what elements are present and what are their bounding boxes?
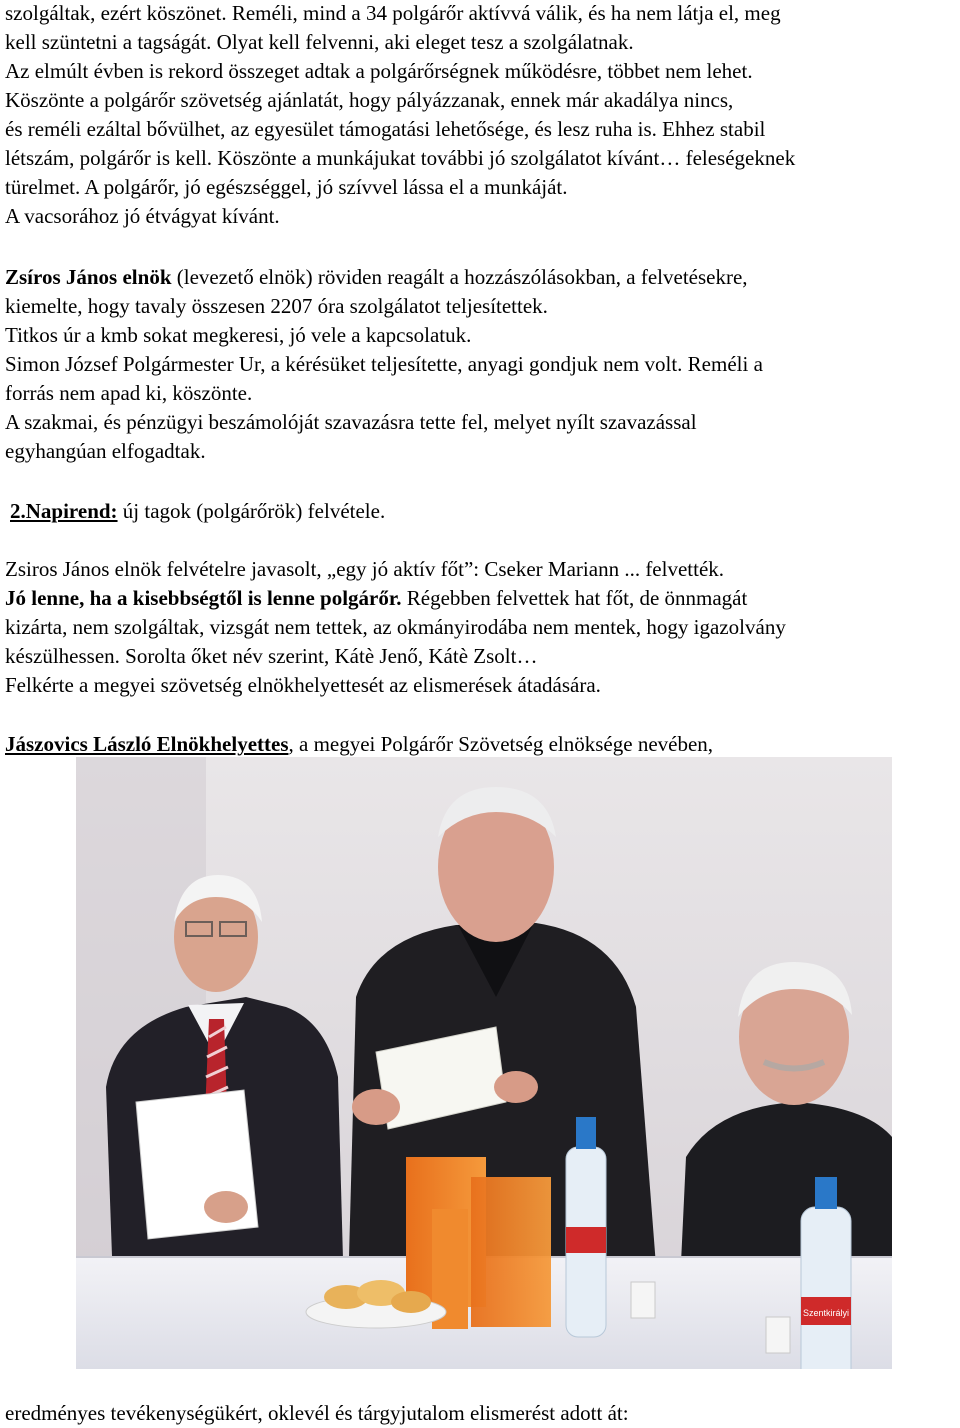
text-span: , a megyei Polgárőr Szövetség elnöksége nevében, [288, 732, 714, 756]
agenda-heading [5, 498, 385, 524]
text-line [5, 731, 713, 757]
event-photo [76, 757, 892, 1369]
text-line: szolgáltak, ezért köszönet. Reméli, mind a 34 polgárőr aktívvá válik, és ha nem látja el, meg [5, 1, 781, 25]
text-line: Zsiros János elnök felvételre javasolt, „egy jó aktív főt”: Cseker Mariann ... felvették. [5, 557, 725, 581]
text-line: A vacsorához jó étvágyat kívánt. [5, 204, 280, 228]
text-line: Köszönte a polgárőr szövetség ajánlatát, hogy pályázzanak, ennek már akadálya nincs, [5, 88, 734, 112]
text-line: kiemelte, hogy tavaly összesen 2207 óra szolgálatot teljesítettek. [5, 294, 548, 318]
text-line: kell szüntetni a tagságát. Olyat kell felvenni, aki eleget tesz a szolgálatnak. [5, 30, 634, 54]
text-line: forrás nem apad ki, köszönte. [5, 381, 253, 405]
closing-line: eredményes tevékenységükért, oklevél és tárgyjutalom elismerést adott át: [5, 1401, 629, 1425]
text-line: és reméli ezáltal bővülhet, az egyesület támogatási lehetősége, és lesz ruha is. Ehhez stabil [5, 117, 766, 141]
text-line: kizárta, nem szolgáltak, vizsgát nem tettek, az okmányirodába nem mentek, hogy igazolvány [5, 615, 786, 639]
bold-statement: Jó lenne, ha a kisebbségtől is lenne polgárőr. [5, 586, 402, 610]
agenda-label: 2.Napirend: [10, 499, 118, 523]
text-line: türelmet. A polgárőr, jó egészséggel, jó szívvel lássa el a munkáját. [5, 175, 568, 199]
text-line: Titkos úr a kmb sokat megkeresi, jó vele a kapcsolatuk. [5, 323, 472, 347]
text-span: Régebben felvettek hat főt, de önnmagát [401, 586, 748, 610]
text-line: Az elmúlt évben is rekord összeget adtak a polgárőrségnek működésre, többet nem lehet. [5, 59, 753, 83]
text-line: Felkérte a megyei szövetség elnökhelyettesét az elismerések átadására. [5, 673, 601, 697]
text-line [5, 585, 747, 611]
text-line: Simon József Polgármester Ur, a kérésüket teljesítette, anyagi gondjuk nem volt. Reméli a [5, 352, 763, 376]
text-line: A szakmai, és pénzügyi beszámolóját szavazásra tette fel, melyet nyílt szavazással [5, 410, 697, 434]
text-span: (levezető elnök) röviden reagált a hozzászólásokban, a felvetésekre, [171, 265, 748, 289]
bottle-label: Szentkirályi [802, 1308, 850, 1318]
speaker-name: Jászovics László Elnökhelyettes [5, 732, 289, 756]
speaker-name: Zsíros János elnök [5, 265, 172, 289]
text-line: egyhangúan elfogadtak. [5, 439, 206, 463]
text-line [5, 264, 748, 290]
text-line: létszám, polgárőr is kell. Köszönte a munkájukat további jó szolgálatot kívánt… feleségeknek [5, 146, 796, 170]
agenda-text: új tagok (polgárőrök) felvétele. [117, 499, 386, 523]
text-line: készülhessen. Sorolta őket név szerint, Kátè Jenő, Kátè Zsolt… [5, 644, 538, 668]
